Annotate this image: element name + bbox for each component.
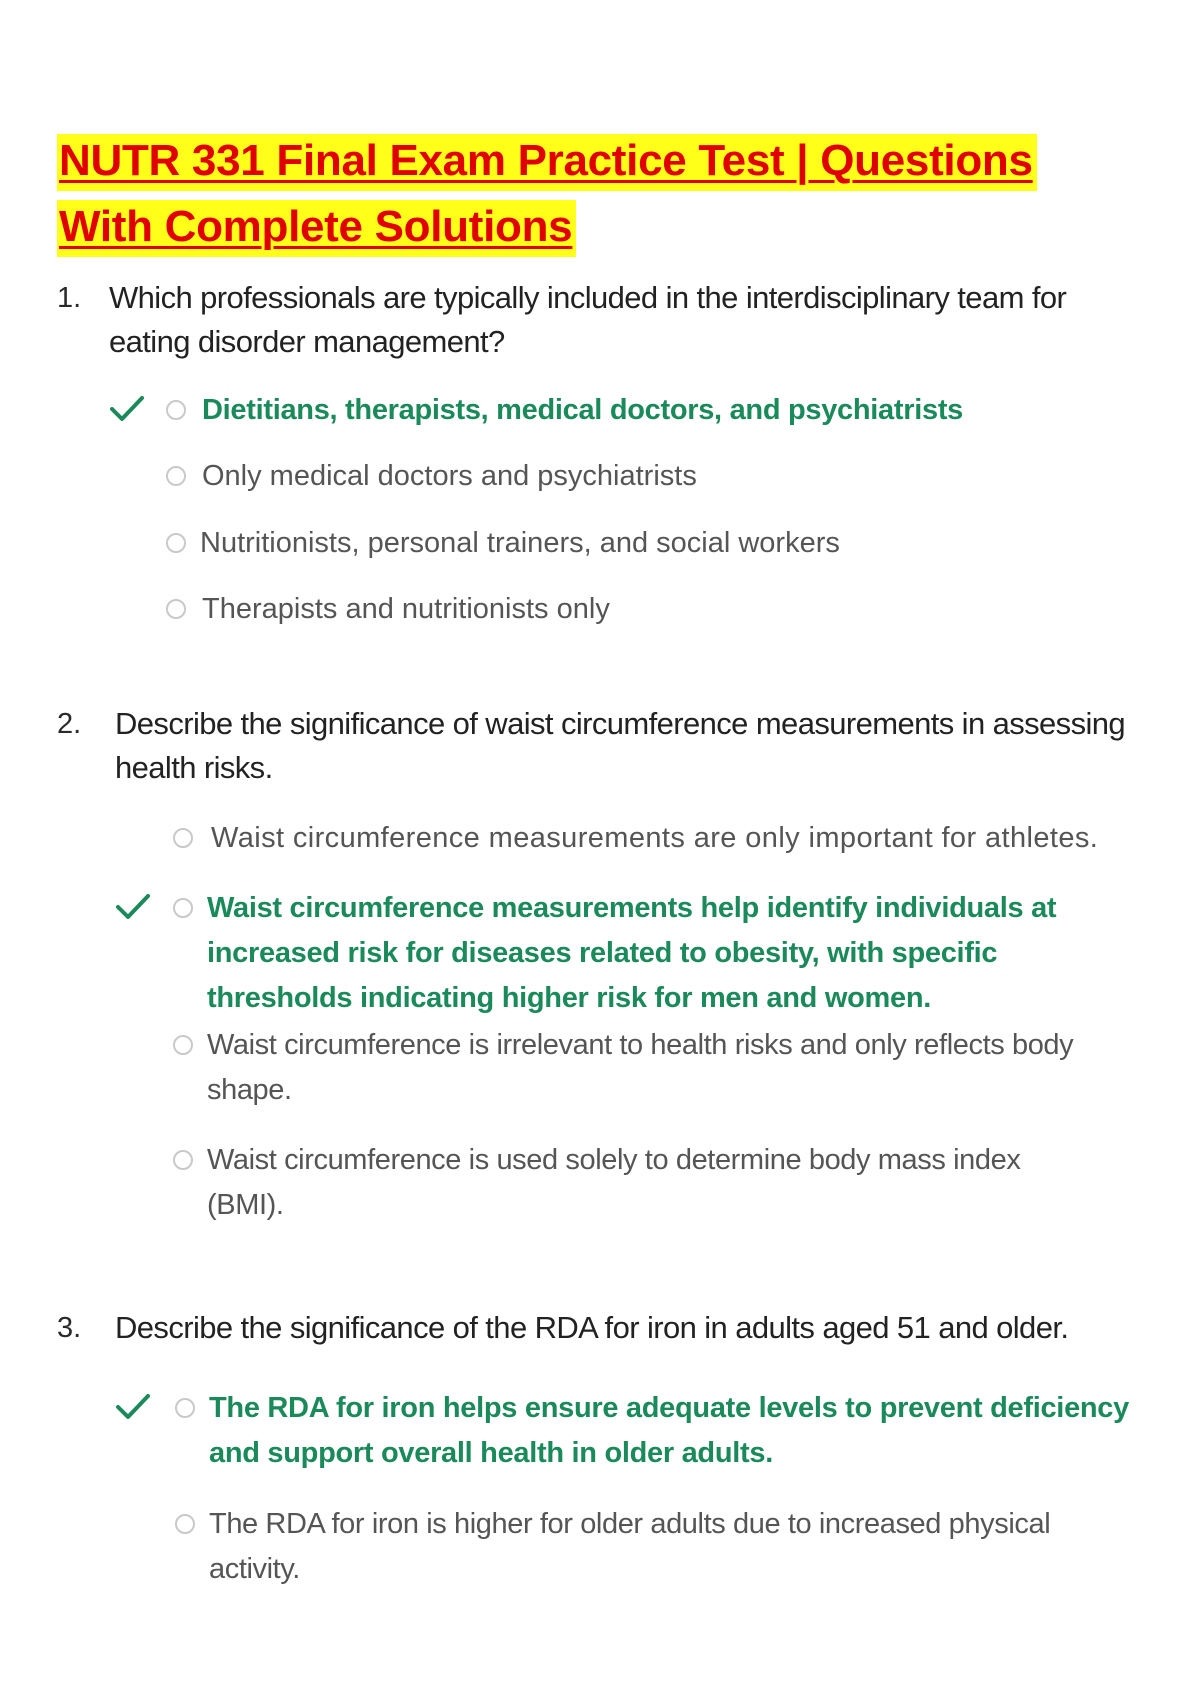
question-3 [57, 1306, 1147, 1626]
radio-circle-icon[interactable] [173, 828, 193, 848]
answer-option-text: Waist circumference measurements help identify individuals at increased risk for diseases related to obesity, with specific thresholds indicating higher risk for men and women. [207, 892, 1057, 1014]
document-title [57, 128, 1097, 260]
check-icon [115, 1392, 151, 1422]
answer-option-text: Waist circumference is irrelevant to health risks and only reflects body shape. [207, 1029, 1074, 1106]
answer-option-text: Waist circumference measurements are only important for athletes. [211, 822, 1099, 854]
radio-circle-icon[interactable] [166, 533, 186, 553]
question-number: 3. [57, 1312, 82, 1344]
radio-circle-icon[interactable] [166, 599, 186, 619]
radio-circle-icon[interactable] [166, 466, 186, 486]
question-text: Describe the significance of the RDA for iron in adults aged 51 and older. [115, 1310, 1069, 1345]
radio-circle-icon[interactable] [173, 898, 193, 918]
radio-circle-icon[interactable] [173, 1150, 193, 1170]
answer-option-text: Waist circumference is used solely to determine body mass index (BMI). [207, 1144, 1021, 1221]
answer-option-text: Therapists and nutritionists only [202, 593, 610, 625]
answer-option-text: The RDA for iron is higher for older adults due to increased physical activity. [209, 1508, 1051, 1585]
answer-option-text: Nutritionists, personal trainers, and social workers [200, 527, 840, 559]
question-2 [57, 702, 1147, 1221]
radio-circle-icon[interactable] [175, 1398, 195, 1418]
title-highlight: NUTR 331 Final Exam Practice Test | Questions With Complete Solutions [57, 134, 1037, 257]
answer-option-text: Dietitians, therapists, medical doctors, and psychiatrists [202, 394, 963, 426]
check-icon [115, 892, 151, 922]
question-text: Which professionals are typically included in the interdisciplinary team for eating disorder management? [109, 280, 1067, 359]
question-number: 2. [57, 708, 82, 740]
check-icon [109, 394, 145, 424]
answer-option-text: The RDA for iron helps ensure adequate levels to prevent deficiency and support overall health in older adults. [209, 1392, 1129, 1469]
question-1 [57, 276, 1147, 636]
radio-circle-icon[interactable] [173, 1035, 193, 1055]
question-number: 1. [57, 282, 82, 314]
answer-option-text: Only medical doctors and psychiatrists [202, 460, 697, 492]
radio-circle-icon[interactable] [175, 1514, 195, 1534]
question-text: Describe the significance of waist circumference measurements in assessing health risks. [115, 706, 1126, 785]
radio-circle-icon[interactable] [166, 400, 186, 420]
